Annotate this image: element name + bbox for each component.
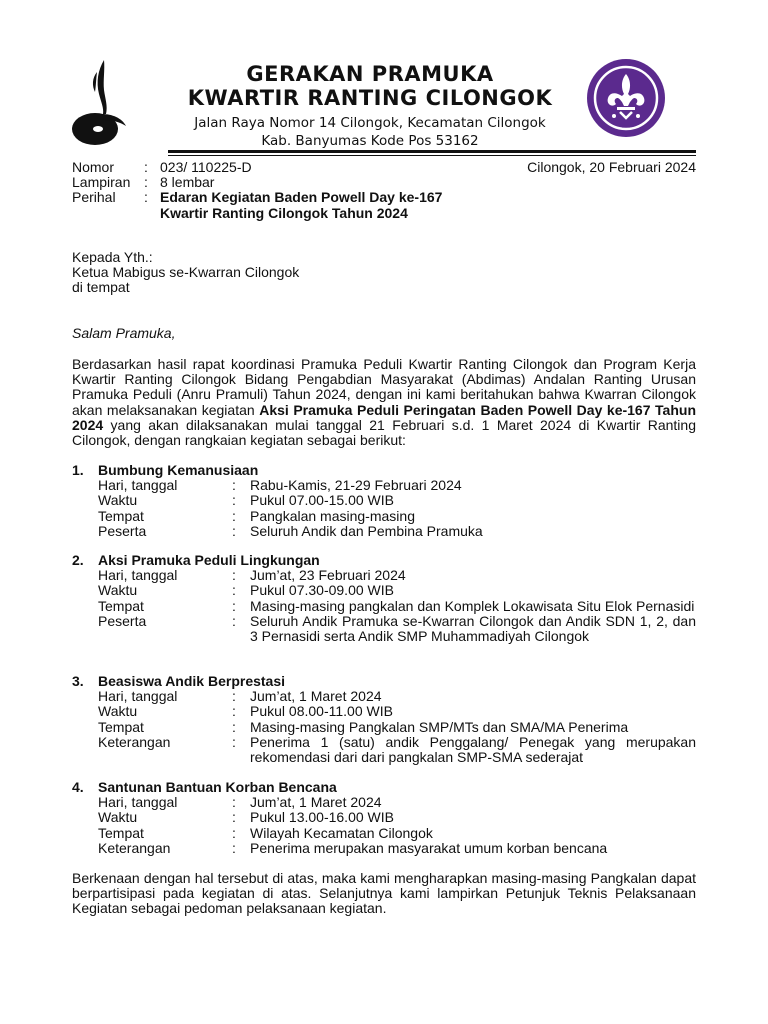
detail-value: Jum’at, 1 Maret 2024: [250, 794, 382, 811]
recipient-line3: di tempat: [72, 279, 130, 296]
closing-paragraph: Berkenaan dengan hal tersebut di atas, maka kami mengharapkan masing-masing Pangkalan dapat berpartisipasi pada kegiatan di atas. Selanjutnya kami lampirkan Petunjuk Teknis Pelaksanaan Kegiatan sebagai pedoman pelaksanaan kegiatan.: [72, 870, 696, 917]
detail-value: Pukul 07.30-09.00 WIB: [250, 582, 394, 599]
detail-value: Jum’at, 23 Februari 2024: [250, 567, 406, 584]
detail-value: Pangkalan masing-masing: [250, 507, 415, 524]
activity-title: Aksi Pramuka Peduli Lingkungan: [98, 552, 320, 568]
detail-label: Waktu: [98, 582, 138, 599]
activity-number: 3.: [72, 673, 84, 689]
org-address-line2: Kab. Banyumas Kode Pos 53162: [261, 133, 479, 149]
detail-value: Pukul 07.00-15.00 WIB: [250, 492, 394, 509]
detail-value: Penerima merupakan masyarakat umum korban bencana: [250, 839, 608, 856]
detail-value: Seluruh Andik Pramuka se-Kwarran Cilongok dan Andik SDN 1, 2, dan 3 Pernasidi serta Andik SMP Muhammadiyah Cilongok: [250, 612, 696, 644]
colon: :: [232, 507, 236, 524]
letter-meta: [72, 160, 696, 221]
detail-label: Waktu: [98, 492, 138, 509]
colon: :: [232, 597, 236, 614]
colon: :: [232, 688, 236, 705]
detail-label: Hari, tanggal: [98, 477, 178, 494]
detail-label: Tempat: [98, 507, 144, 524]
colon: :: [232, 703, 236, 720]
header-rule-thin: [168, 155, 696, 156]
place-date: Cilongok, 20 Februari 2024: [527, 159, 696, 175]
detail-label: Keterangan: [98, 733, 171, 750]
perihal-line2: Kwartir Ranting Cilongok Tahun 2024: [160, 204, 408, 221]
colon: :: [232, 824, 236, 841]
activity-title: Santunan Bantuan Korban Bencana: [98, 779, 337, 795]
org-address-line1: Jalan Raya Nomor 14 Cilongok, Kecamatan Cilongok: [194, 115, 546, 131]
detail-value: Masing-masing Pangkalan SMP/MTs dan SMA/MA Penerima: [250, 718, 629, 735]
colon: :: [144, 189, 148, 206]
detail-value: Seluruh Andik dan Pembina Pramuka: [250, 522, 483, 539]
detail-value: Pukul 13.00-16.00 WIB: [250, 809, 394, 826]
detail-label: Waktu: [98, 703, 138, 720]
intro-part2: yang akan dilaksanakan mulai tanggal 21 Februari s.d. 1 Maret 2024 di Kwartir Ranting Cilongok, dengan rangkaian kegiatan sebagai berikut:: [72, 416, 696, 449]
detail-value: Rabu-Kamis, 21-29 Februari 2024: [250, 477, 462, 494]
activity-number: 4.: [72, 779, 84, 795]
greeting: Salam Pramuka,: [72, 325, 176, 341]
detail-value: Penerima 1 (satu) andik Penggalang/ Penegak yang merupakan rekomendasi dari dari pangkalan SMP-SMA sederajat: [250, 733, 696, 765]
detail-label: Waktu: [98, 809, 138, 826]
detail-value: Jum’at, 1 Maret 2024: [250, 688, 382, 705]
detail-label: Tempat: [98, 718, 144, 735]
org-name-line2: KWARTIR RANTING CILONGOK: [187, 86, 553, 110]
colon: :: [232, 522, 236, 539]
nomor-label: Nomor: [72, 159, 115, 175]
recipient-line2: Ketua Mabigus se-Kwarran Cilongok: [72, 264, 300, 281]
detail-label: Hari, tanggal: [98, 688, 178, 705]
colon: :: [232, 567, 236, 584]
detail-label: Tempat: [98, 824, 144, 841]
colon: :: [232, 477, 236, 494]
colon: :: [232, 839, 236, 856]
recipient-line1: Kepada Yth.:: [72, 249, 153, 265]
perihal-label: Perihal: [72, 189, 116, 206]
organization-header: [140, 62, 600, 150]
wosm-emblem-icon: [586, 58, 666, 138]
activity-number: 1.: [72, 462, 84, 478]
activity-number: 2.: [72, 552, 84, 568]
lampiran-value: 8 lembar: [160, 174, 215, 191]
detail-value: Pukul 08.00-11.00 WIB: [250, 703, 393, 720]
intro-paragraph: [72, 357, 696, 448]
detail-label: Peserta: [98, 612, 147, 629]
colon: :: [232, 718, 236, 735]
perihal-line1: Edaran Kegiatan Baden Powell Day ke-167: [160, 189, 443, 206]
detail-label: Hari, tanggal: [98, 567, 178, 584]
detail-label: Hari, tanggal: [98, 794, 178, 811]
activity-title: Bumbung Kemanusiaan: [98, 462, 259, 478]
colon: :: [232, 809, 236, 826]
detail-label: Tempat: [98, 597, 144, 614]
colon: :: [144, 159, 148, 175]
tunas-kelapa-logo: [68, 56, 130, 148]
detail-label: Keterangan: [98, 839, 171, 856]
detail-value: Masing-masing pangkalan dan Komplek Lokawisata Situ Elok Pernasidi: [250, 597, 695, 614]
org-name-line1: GERAKAN PRAMUKA: [246, 62, 494, 86]
activity-title: Beasiswa Andik Berprestasi: [98, 673, 286, 689]
colon: :: [144, 174, 148, 191]
detail-label: Peserta: [98, 522, 147, 539]
lampiran-label: Lampiran: [72, 174, 131, 191]
colon: :: [232, 794, 236, 811]
intro-bold: Aksi Pramuka Peduli Peringatan Baden Powell Day ke-167 Tahun 2024: [72, 401, 696, 433]
colon: :: [232, 492, 236, 509]
intro-part1: Berdasarkan hasil rapat koordinasi Pramuka Peduli Kwartir Ranting Cilongok dan Program Kerja Kwartir Ranting Cilongok Bidang Pengabdian Masyarakat (Abdimas) Andalan Ranting Urusan Pramuka Peduli (Anru Pramuli) Tahun 2024, dengan ini kami beritahukan bahwa Kwarran Cilongok akan melaksanakan kegiatan: [72, 356, 696, 418]
colon: :: [232, 733, 236, 750]
recipient: [72, 250, 696, 296]
nomor-value: 023/ 110225-D: [160, 159, 252, 175]
header-rule-thick: [168, 150, 696, 153]
colon: :: [232, 582, 236, 599]
detail-value: Wilayah Kecamatan Cilongok: [250, 824, 433, 841]
colon: :: [232, 612, 236, 629]
